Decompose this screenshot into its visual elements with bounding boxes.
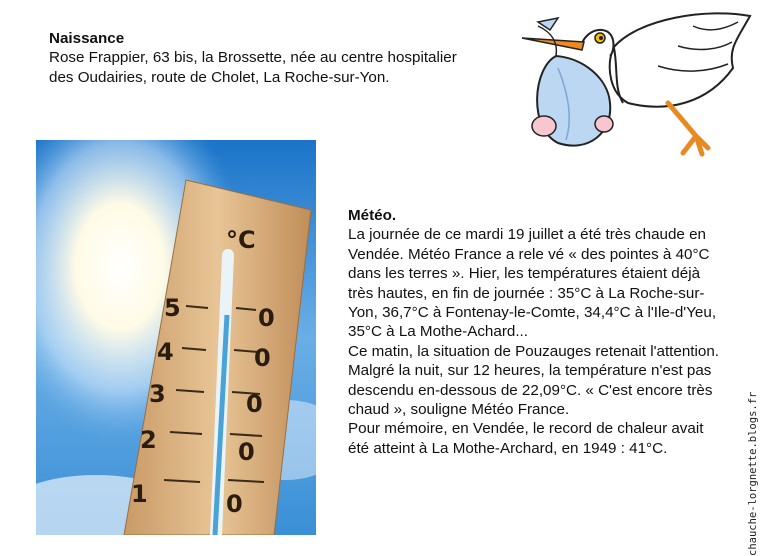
scale-right-label: 0	[246, 390, 263, 418]
scale-left-label: 1	[131, 480, 148, 508]
meteo-section	[348, 206, 728, 458]
thermometer-sun-photo	[36, 140, 316, 535]
naissance-section	[49, 29, 469, 87]
thermometer-unit-label: °C	[226, 226, 256, 254]
scale-right-label: 0	[238, 438, 255, 466]
scale-left-label: 3	[149, 380, 166, 408]
scale-left-label: 5	[164, 294, 181, 322]
naissance-title: Naissance	[49, 30, 125, 47]
meteo-paragraph: Pour mémoire, en Vendée, le record de chaleur avait été atteint à La Mothe-Archard, en 1949 : 41°C.	[348, 420, 704, 457]
scale-left-label: 4	[157, 338, 174, 366]
blog-credit: chauche-lorgnette.blogs.fr	[747, 391, 759, 556]
meteo-paragraph: Ce matin, la situation de Pouzauges retenait l'attention. Malgré la nuit, sur 12 heures, la température n'est pas descendu en-dessous de 22,09°C. « C'est encore très chaud », souligne Météo France.	[348, 342, 720, 419]
scale-right-label: 0	[226, 490, 243, 518]
scale-left-label: 2	[140, 426, 157, 454]
meteo-title: Météo.	[348, 207, 397, 224]
scale-right-label: 0	[258, 304, 275, 332]
naissance-text: Rose Frappier, 63 bis, la Brossette, née au centre hospitalier des Oudairies, route de Cholet, La Roche-sur-Yon.	[49, 49, 457, 86]
meteo-paragraph: La journée de ce mardi 19 juillet a été très chaude en Vendée. Météo France a rele vé « des pointes à 40°C dans les terres ». Hier, les températures étaient déjà très hautes, en fin de journée : 35°C à La Roche-sur-Yon, 36,7°C à Fontenay-le-Comte, 34,4°C à l'Ile-d'Yeu, 35°C à La Mothe-Achard...	[348, 226, 717, 341]
stork-carrying-baby-icon	[518, 8, 754, 158]
scale-right-label: 0	[254, 344, 271, 372]
